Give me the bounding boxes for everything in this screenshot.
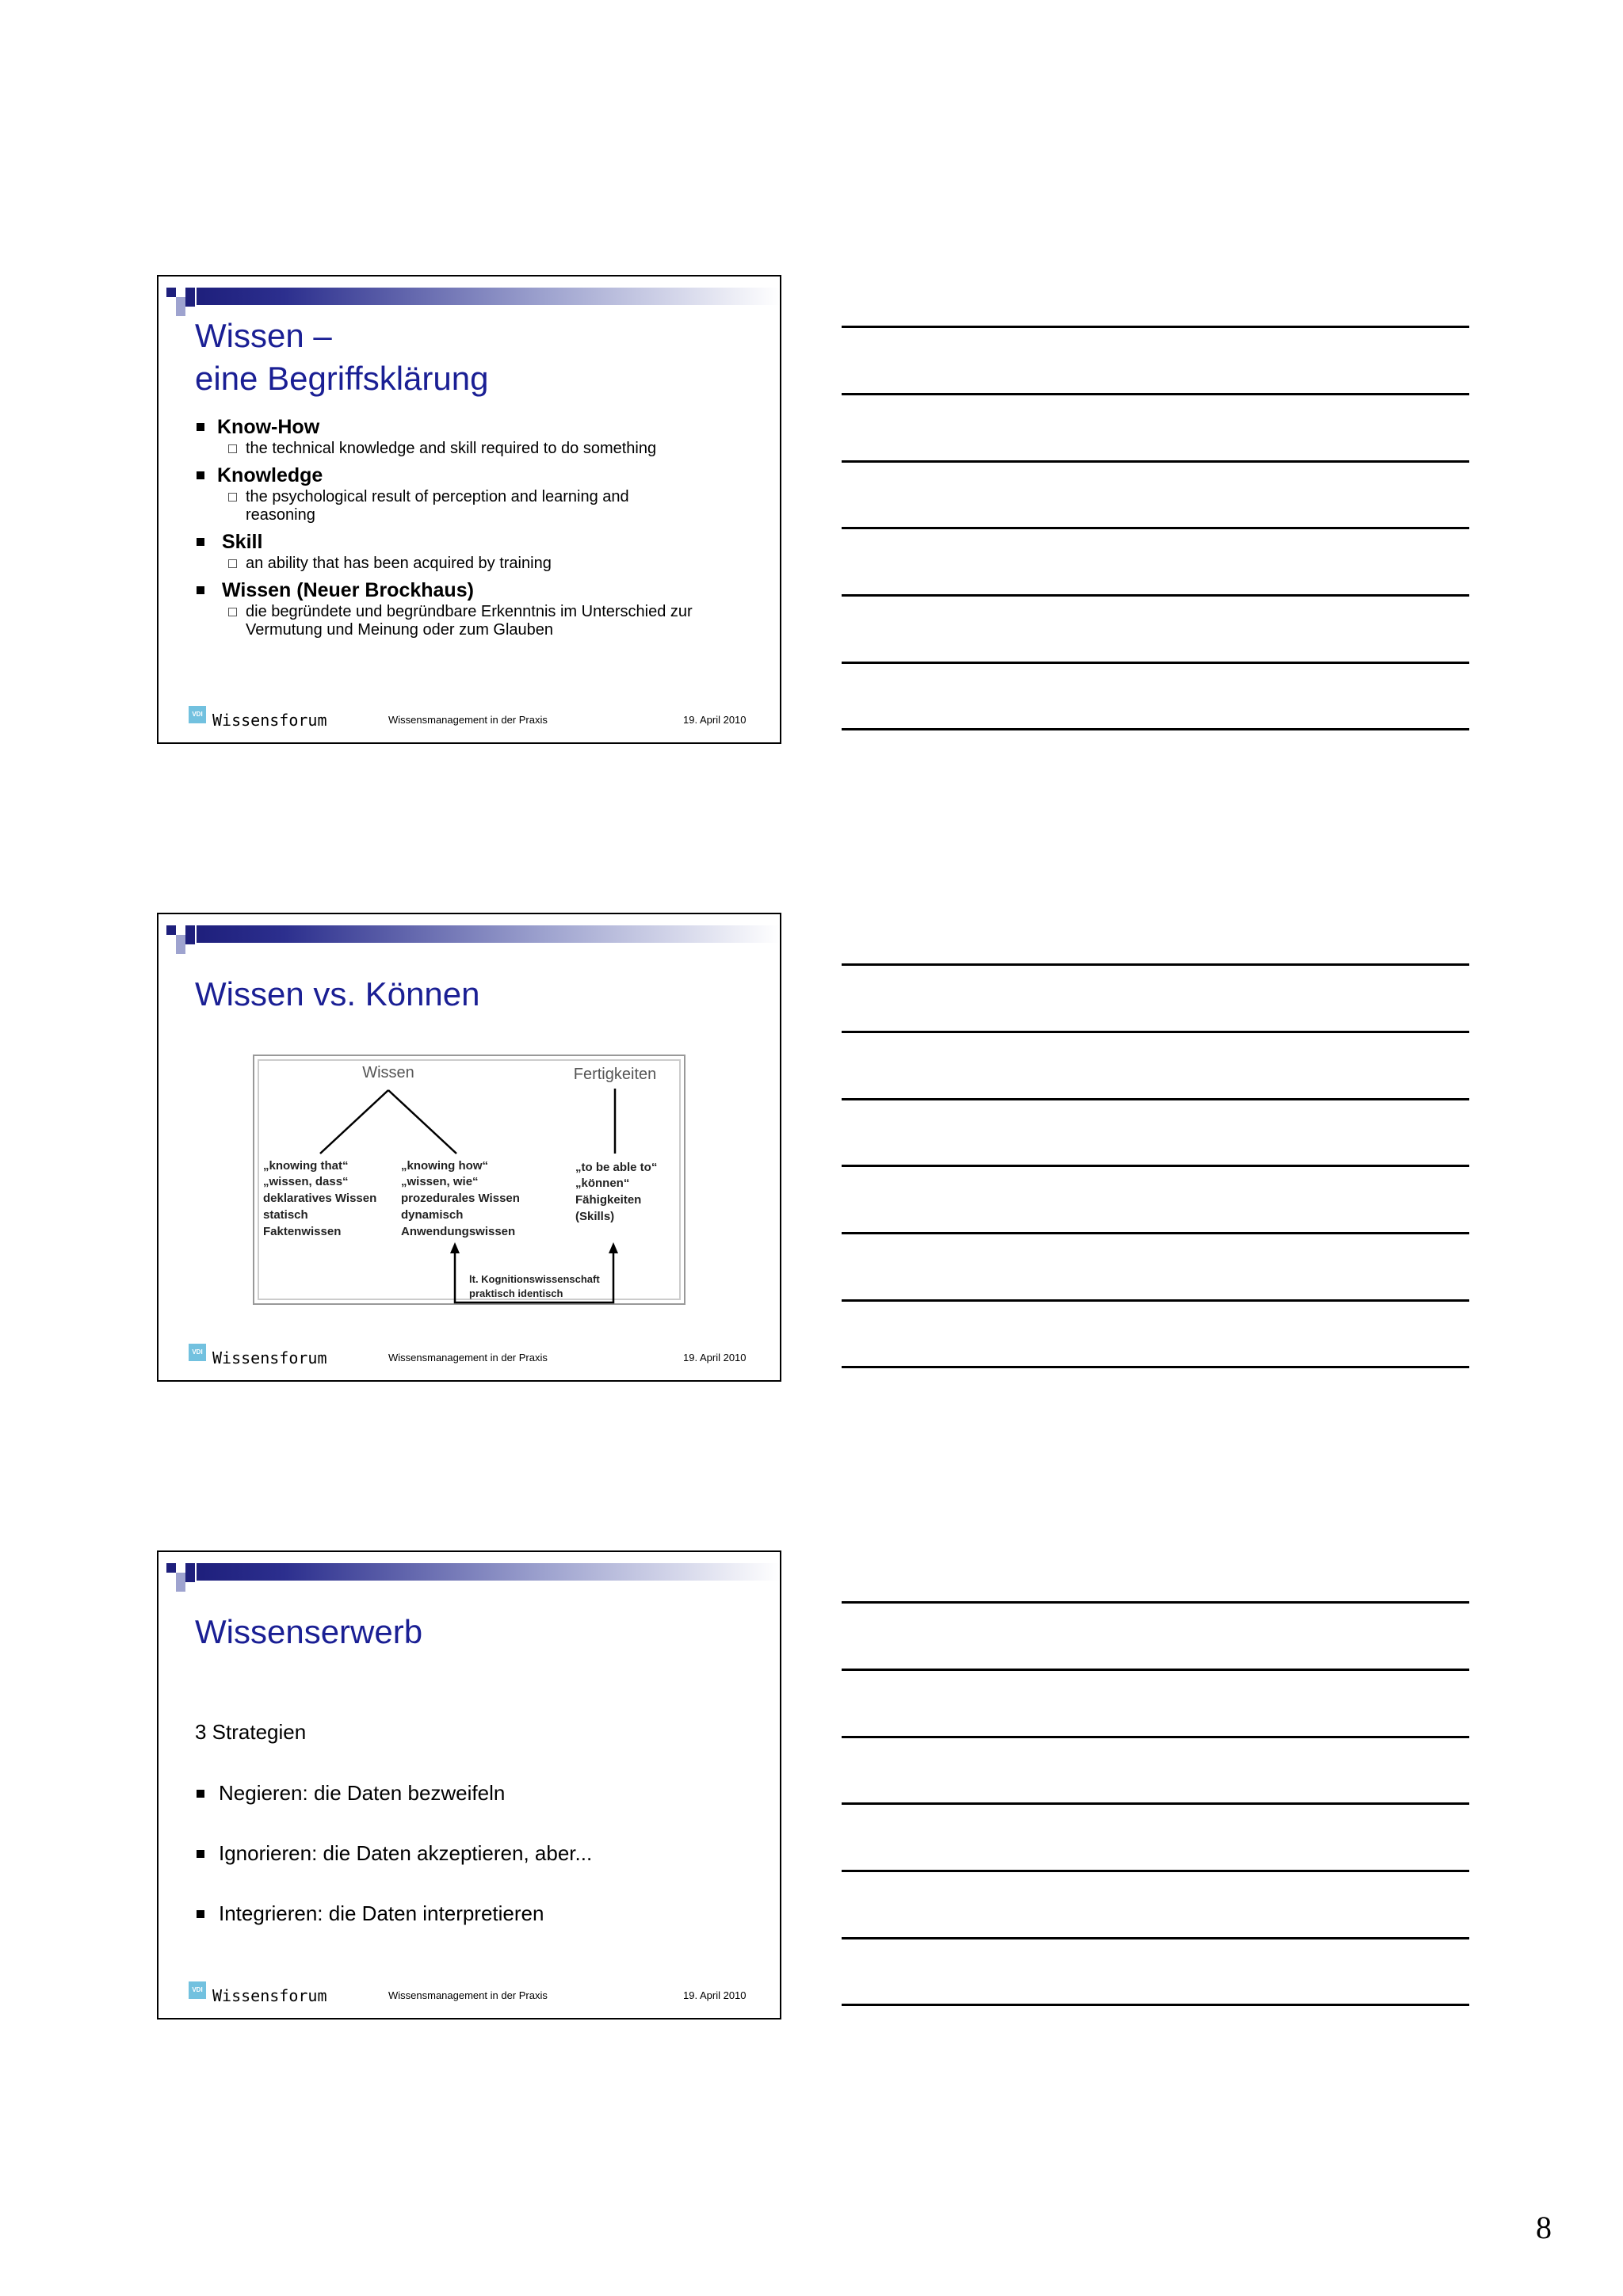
diagram-col2-line: „wissen, wie“ [401, 1175, 479, 1188]
notes-line [842, 963, 1469, 966]
diagram-note: praktisch identisch [469, 1287, 563, 1299]
decor-square [185, 297, 195, 307]
decor-square [185, 288, 195, 297]
notes-line [842, 1601, 1469, 1604]
strategy-list [195, 1780, 592, 1961]
notes-line [842, 728, 1469, 730]
diagram-col1-line: deklaratives Wissen [263, 1192, 377, 1205]
notes-line [842, 1232, 1469, 1234]
diagram-col2-line: „knowing how“ [401, 1159, 488, 1173]
wissen-koennen-diagram [250, 1052, 691, 1309]
notes-line [842, 326, 1469, 328]
notes-line [842, 1165, 1469, 1167]
slide-title-line: Wissen – [195, 317, 332, 354]
diagram-label-wissen: Wissen [362, 1064, 414, 1081]
strategy-item: Integrieren: die Daten interpretieren [195, 1901, 592, 1926]
bullet-sub: an ability that has been acquired by training [195, 555, 766, 573]
footer-date: 19. April 2010 [683, 714, 747, 726]
notes-line [842, 460, 1469, 463]
diagram-col2-line: dynamisch [401, 1208, 464, 1222]
diagram-col1-line: „knowing that“ [263, 1159, 349, 1173]
diagram-col1-line: Faktenwissen [263, 1225, 342, 1238]
decor-square [176, 1573, 185, 1582]
vdi-logo-icon: VDI [189, 1981, 206, 1999]
notes-line [842, 527, 1469, 529]
notes-line [842, 1736, 1469, 1738]
page-number: 8 [1536, 2210, 1552, 2245]
diagram-col3-line: (Skills) [575, 1210, 615, 1223]
diagram-col1-line: statisch [263, 1208, 308, 1222]
logo-text: Wissensforum [212, 1986, 327, 2005]
slide-title [195, 315, 488, 400]
decor-square [176, 297, 185, 307]
decor-square [185, 1563, 195, 1573]
notes-line [842, 662, 1469, 664]
slide-footer [189, 1344, 759, 1369]
diagram-col2-line: prozedurales Wissen [401, 1192, 520, 1205]
footer-date: 19. April 2010 [683, 1989, 747, 2001]
diagram-label-fertigkeiten: Fertigkeiten [573, 1066, 657, 1083]
footer-title: Wissensmanagement in der Praxis [388, 1989, 548, 2001]
decor-square [185, 1573, 195, 1582]
decor-square [176, 944, 185, 954]
notes-line [842, 393, 1469, 395]
slide-title: Wissen vs. Können [195, 975, 480, 1013]
notes-line [842, 1870, 1469, 1872]
vdi-logo-icon: VDI [189, 706, 206, 723]
bullet-sub: die begründete und begründbare Erkenntnis im Unterschied zur Vermutung und Meinung oder zum Glauben [195, 603, 753, 639]
notes-line [842, 594, 1469, 597]
slide-title-line: eine Begriffsklärung [195, 360, 489, 397]
slide-title: Wissenserwerb [195, 1613, 423, 1650]
decor-square [176, 935, 185, 944]
diagram-col3-line: Fähigkeiten [575, 1193, 642, 1207]
decor-square [176, 1582, 185, 1592]
diagram-col1-line: „wissen, dass“ [263, 1175, 349, 1188]
bullet-heading: Skill [195, 529, 766, 555]
slide-3 [157, 1550, 781, 2019]
slide-1 [157, 275, 781, 744]
notes-line [842, 2004, 1469, 2006]
decor-square [176, 307, 185, 316]
footer-title: Wissensmanagement in der Praxis [388, 714, 548, 726]
diagram-col3-line: „to be able to“ [575, 1161, 658, 1174]
footer-title: Wissensmanagement in der Praxis [388, 1352, 548, 1363]
slide-footer [189, 1981, 759, 2007]
notes-line [842, 1299, 1469, 1302]
slide-header-bar [197, 925, 780, 943]
bullet-sub: the psychological result of perception and learning and reasoning [195, 488, 689, 524]
vdi-logo-icon: VDI [189, 1344, 206, 1361]
notes-line [842, 1669, 1469, 1671]
notes-line [842, 1098, 1469, 1100]
diagram-col2-line: Anwendungswissen [401, 1225, 516, 1238]
intro-text: 3 Strategien [195, 1720, 307, 1744]
bullet-heading: Knowledge [195, 463, 766, 488]
notes-line [842, 1937, 1469, 1939]
decor-square [166, 925, 176, 935]
bullet-heading: Wissen (Neuer Brockhaus) [195, 578, 766, 603]
bullet-sub: the technical knowledge and skill required to do something [195, 440, 766, 458]
decor-square [185, 935, 195, 944]
strategy-item: Ignorieren: die Daten akzeptieren, aber... [195, 1840, 592, 1866]
bullet-list [195, 414, 766, 639]
logo-text: Wissensforum [212, 711, 327, 730]
decor-square [185, 925, 195, 935]
diagram-col3-line: „können“ [575, 1177, 630, 1190]
bullet-heading: Know-How [195, 414, 766, 440]
slide-header-bar [197, 1563, 780, 1581]
slide-footer [189, 706, 759, 731]
notes-line [842, 1031, 1469, 1033]
slide-header-bar [197, 288, 780, 305]
notes-line [842, 1366, 1469, 1368]
footer-date: 19. April 2010 [683, 1352, 747, 1363]
decor-square [166, 288, 176, 297]
slide-2 [157, 913, 781, 1382]
notes-line [842, 1802, 1469, 1805]
strategy-item: Negieren: die Daten bezweifeln [195, 1780, 592, 1806]
decor-square [166, 1563, 176, 1573]
logo-text: Wissensforum [212, 1348, 327, 1367]
diagram-note: lt. Kognitionswissenschaft [469, 1273, 600, 1285]
